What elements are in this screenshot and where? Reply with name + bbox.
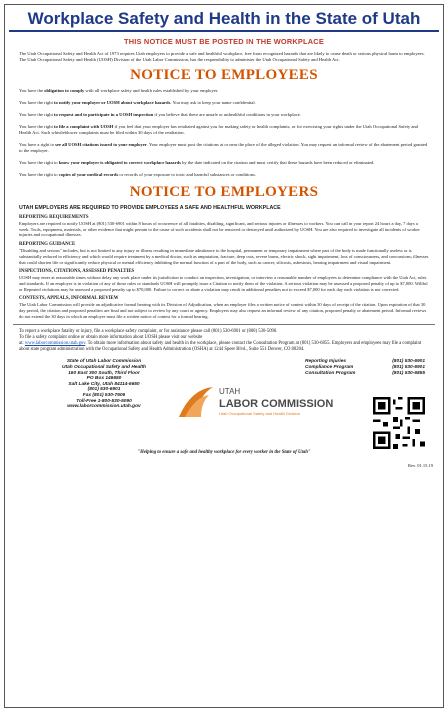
revision-date: Rev. 01.15.19 (408, 463, 433, 469)
divider (13, 324, 435, 325)
footer (5, 357, 443, 477)
svg-text:Utah Occupational Safety and H: Utah Occupational Safety and Health Division (219, 411, 300, 417)
contact-line: To file a safety complaint online or obtain more information about UOSH please visit our website (19, 335, 203, 341)
phone-directory (305, 359, 425, 376)
employee-right-item: You have the right to file a complaint with UOSH if you feel that your employer has retaliated against you for making safety or health complaints, or for exercising your rights under the Utah Occupational Safety and Health Act. Such whistleblower complaints must be filed within 30 days of the retaliation. (19, 124, 418, 135)
phone-row: Consultation Program (801) 530-6855 (305, 370, 425, 376)
block-title: REPORTING REQUIREMENTS (19, 215, 89, 220)
svg-text:UTAH: UTAH (219, 387, 241, 397)
employee-right-item: You have the obligation to comply with all workplace safety and health rules established by your employer. (19, 88, 219, 93)
block-title: CONTESTS, APPEALS, INFORMAL REVIEW (19, 296, 119, 302)
page-title: Workplace Safety and Health in the State of Utah (9, 8, 439, 32)
block-body: UOSH may enter at reasonable times without delay any work place under its jurisdiction to conduct an inspection, investigation, or interview a reasonable number of employees to determine compliance with the Utah Act, rules and standards. If an employer is in violation of any of those rules or standards UOSH will promptly issue a Citation to notify them of the violation. A serious violation may be assessed a proposed penalty of up to $7,000. Willful or Repeated violations may be assessed a proposed penalty up to $70,000. Failure to correct or abate a violation may result in additional penalties not to exceed $7,000 for each day each violation is not corrected. (19, 275, 428, 292)
posting-banner: THIS NOTICE MUST BE POSTED IN THE WORKPLACE (124, 37, 324, 46)
employees-heading: NOTICE TO EMPLOYEES (130, 67, 318, 83)
mailing-address: State of Utah Labor Commission Utah Occupational Safety and Health 160 East 300 South, Third Floor PO Box 146650 Salt Lake City, Utah 84114-6650 (801) 530-6901 Fax (801) 530-7606 Toll-Free 1-800-530-5090 www.laborcommission.utah.gov (62, 359, 146, 410)
employee-right-item: You have the right to copies of your medical records or records of your exposure to toxic and harmful substances or conditions. (19, 172, 256, 177)
block-title: REPORTING GUIDANCE (19, 242, 76, 248)
employee-right-item: You have the right to notify your employer or UOSH about workplace hazards. You may ask to keep your name confidential. (19, 100, 256, 105)
qr-code[interactable] (373, 397, 425, 449)
contact-line: at: www.laborcommission.utah.gov. To obtain more information about safety and health in the workplace, please contact the Consultation Program at (801) 530-6855. Employers and employees may file a complaint about state program administration with the Occupational Safety and Health Administration (OSHA) at 1244 Speer Blvd., Suite 551 Denver, CO 80204. (19, 341, 422, 353)
employer-blocks (5, 215, 443, 319)
labor-commission-logo (175, 379, 334, 423)
employers-heading: NOTICE TO EMPLOYERS (129, 184, 319, 200)
employee-right-item: You have the right to request and to participate in a UOSH inspection if you believe that there are unsafe or unhealthful conditions in your workplace. (19, 112, 301, 117)
tagline: "Helping to ensure a safe and healthy workplace for every worker in the State of Utah" (137, 450, 311, 456)
website-link[interactable]: www.laborcommission.utah.gov (24, 341, 86, 347)
intro-paragraph: The Utah Occupational Safety and Health Act of 1973 requires Utah employers to provide a safe and healthful workplace, free from recognized hazards that are likely to cause death or serious physical harm to employees. The Utah Occupational Safety and Health (UOSH) Division of the Utah Labor Commission, has the responsibility to administer the Utah Occupational Safety and Health Act. (19, 51, 425, 62)
block-body: The Utah Labor Commission will provide an adjudicative formal hearing with its Division of Adjudication, when an employer files a written notice of contest within 30 days of receipt of the citation. Upon expiration of that 30 day period, the citation and proposed penalties are final and not subject to review by any court or agency. Employers may also request an informal review of any citation, proposed penalty or abatement period. Informal reviews do not extend the 30 days in which an employer must file a written notice of contest for a formal hearing. (19, 302, 427, 319)
contact-info (19, 329, 429, 353)
employers-subheader: UTAH EMPLOYERS ARE REQUIRED TO PROVIDE EMPLOYEES A SAFE AND HEALTHFUL WORKPLACE (19, 205, 281, 211)
poster (4, 4, 444, 708)
block-body: Employers are required to notify UOSH at (801) 530-6901 within 8 hours of occurrence of all fatalities, disabling, significant, and serious injuries or illnesses to workers. You can call in your report 24 hours a day, 7 days a week. Tools, equipment, materials, or other evidence that might pertain to the cause of such accidents shall not be removed or destroyed until authorized by UOSH. You are also required to investigate all incidents of worker injuries and occupational illnesses. (19, 221, 420, 238)
block-body: "Disabling and serious" includes, but is not limited to any injury or illness resulting in immediate admittance to the hospital, permanent or temporary impairment where part of the body is made functionally useless or is substantially reduced in efficiency and which would require treatment by a medical doctor, such as amputation, fracture, deep cuts, severe burns, electric shock, sight impairment, loss of consciousness, and concussions; illnesses that could shorten life or significantly reduce physical or mental efficiency inhibiting the normal function of a part of the body, such as cancer, silicosis, asbestosis, hearing impairment and visual impairment. (19, 248, 429, 265)
phone-row: Reporting Injuries (801) 530-6901 (305, 359, 425, 365)
svg-text:LABOR COMMISSION: LABOR COMMISSION (219, 398, 334, 411)
employee-rights-list (5, 88, 443, 178)
employee-right-item: You have a right to see all UOSH citations issued to your employer. Your employer must post the citations at or near the place of the alleged violation. You may request an informal review of the abatement period granted to the employer. (19, 142, 428, 153)
contact-line: To report a workplace fatality or injury, file a workplace safety complaint, or for assistance please call (801) 530-6901 or (800) 530-5090. (19, 329, 278, 335)
block-title: INSPECTIONS, CITATIONS, ASSESSED PENALTIES (19, 269, 135, 275)
employee-right-item: You have the right to know your employer is obligated to correct workplace hazards by the date indicated on the citation and must certify that these hazards have been reduced or eliminated. (19, 160, 375, 165)
phone-row: Compliance Program (801) 530-6901 (305, 365, 425, 371)
